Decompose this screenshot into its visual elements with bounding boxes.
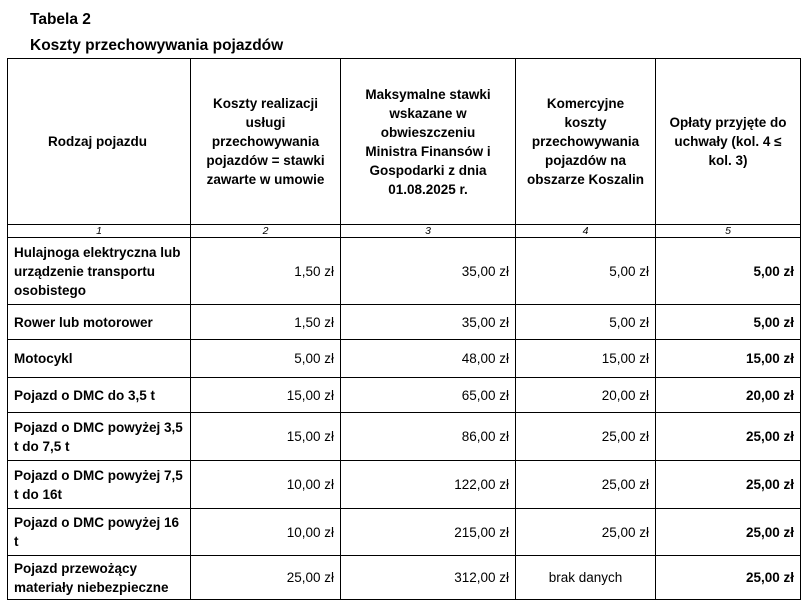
vehicle-type-cell: Pojazd o DMC powyżej 7,5 t do 16t [8,461,191,509]
max-rate-cell: 122,00 zł [341,461,516,509]
commercial-cost-cell: brak danych [516,556,656,600]
storage-costs-table [7,58,801,600]
contract-cost-cell: 10,00 zł [191,461,341,509]
contract-cost-cell: 5,00 zł [191,340,341,378]
commercial-cost-cell: 25,00 zł [516,509,656,556]
table-row [8,340,801,378]
table-row [8,378,801,413]
column-number: 1 [8,225,191,238]
table-row [8,413,801,461]
header-vehicle-type: Rodzaj pojazdu [8,59,191,225]
contract-cost-cell: 10,00 zł [191,509,341,556]
table-row [8,305,801,340]
column-number: 5 [656,225,801,238]
contract-cost-cell: 25,00 zł [191,556,341,600]
table-number: Tabela 2 [30,11,91,28]
vehicle-type-cell: Pojazd o DMC powyżej 3,5 t do 7,5 t [8,413,191,461]
vehicle-type-cell: Pojazd o DMC do 3,5 t [8,378,191,413]
adopted-fee-cell: 25,00 zł [656,556,801,600]
column-number: 2 [191,225,341,238]
column-number-row [8,225,801,238]
table-title: Koszty przechowywania pojazdów [30,37,284,54]
vehicle-type-cell: Hulajnoga elektryczna lub urządzenie transportu osobistego [8,238,191,305]
adopted-fee-cell: 25,00 zł [656,413,801,461]
commercial-cost-cell: 5,00 zł [516,305,656,340]
contract-cost-cell: 1,50 zł [191,238,341,305]
contract-cost-cell: 15,00 zł [191,378,341,413]
table-row [8,238,801,305]
vehicle-type-cell: Pojazd o DMC powyżej 16 t [8,509,191,556]
table-row [8,509,801,556]
adopted-fee-cell: 5,00 zł [656,305,801,340]
commercial-cost-cell: 5,00 zł [516,238,656,305]
table-row [8,556,801,600]
adopted-fee-cell: 25,00 zł [656,509,801,556]
adopted-fee-cell: 25,00 zł [656,461,801,509]
header-max-rates: Maksymalne stawki wskazane w obwieszczeniu Ministra Finansów i Gospodarki z dnia 01.08.2025 r. [341,59,516,225]
vehicle-type-cell: Pojazd przewożący materiały niebezpieczne [8,556,191,600]
commercial-cost-cell: 15,00 zł [516,340,656,378]
commercial-cost-cell: 25,00 zł [516,461,656,509]
adopted-fee-cell: 5,00 zł [656,238,801,305]
column-number: 4 [516,225,656,238]
column-number: 3 [341,225,516,238]
commercial-cost-cell: 20,00 zł [516,378,656,413]
max-rate-cell: 35,00 zł [341,238,516,305]
max-rate-cell: 86,00 zł [341,413,516,461]
contract-cost-cell: 15,00 zł [191,413,341,461]
max-rate-cell: 312,00 zł [341,556,516,600]
header-row [8,59,801,225]
commercial-cost-cell: 25,00 zł [516,413,656,461]
vehicle-type-cell: Rower lub motorower [8,305,191,340]
max-rate-cell: 65,00 zł [341,378,516,413]
header-contract-cost: Koszty realizacji usługi przechowywania pojazdów = stawki zawarte w umowie [191,59,341,225]
header-commercial-cost: Komercyjne koszty przechowywania pojazdów na obszarze Koszalin [516,59,656,225]
adopted-fee-cell: 15,00 zł [656,340,801,378]
max-rate-cell: 215,00 zł [341,509,516,556]
vehicle-type-cell: Motocykl [8,340,191,378]
header-adopted-fees: Opłaty przyjęte do uchwały (kol. 4 ≤ kol. 3) [656,59,801,225]
table-row [8,461,801,509]
contract-cost-cell: 1,50 zł [191,305,341,340]
adopted-fee-cell: 20,00 zł [656,378,801,413]
max-rate-cell: 48,00 zł [341,340,516,378]
max-rate-cell: 35,00 zł [341,305,516,340]
